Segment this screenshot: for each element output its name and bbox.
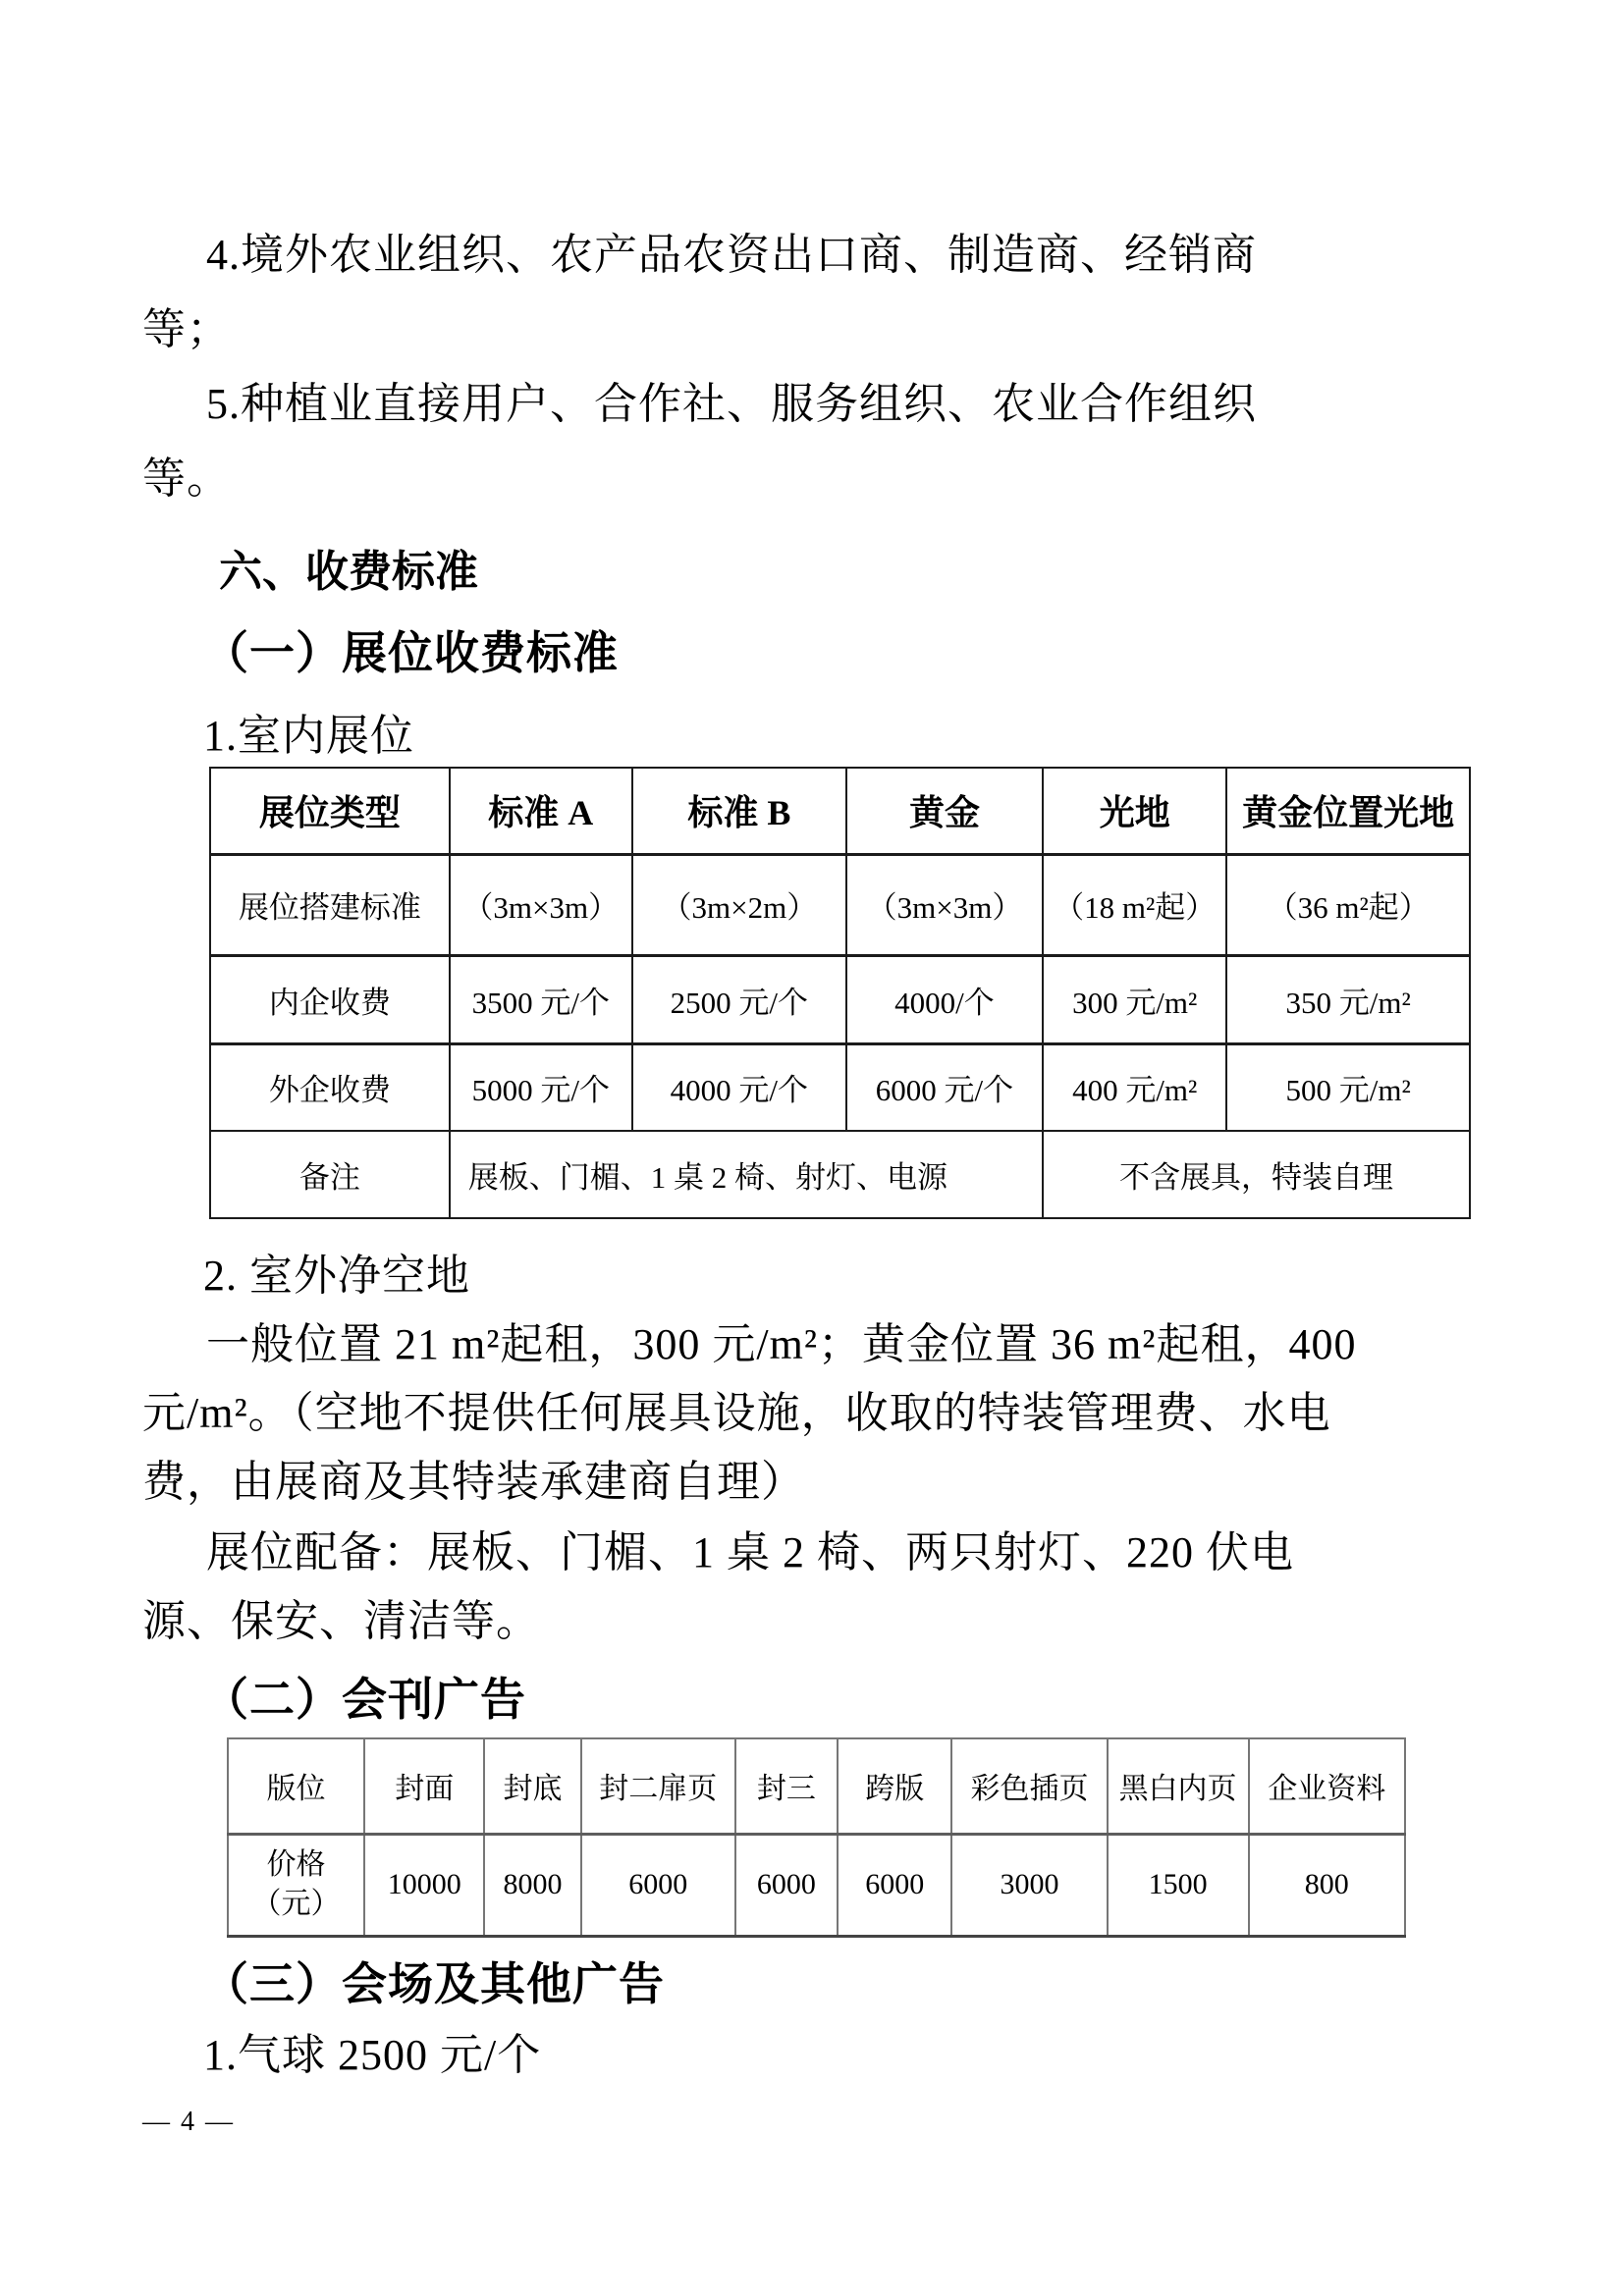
table-header-cell: 版位 [228,1738,364,1834]
journal-ad-table [227,1737,1406,1938]
paragraph-equipment-line1: 展位配备：展板、门楣、1 桌 2 椅、两只射灯、220 伏电 [206,1528,1294,1576]
table-cell: （36 m²起） [1226,854,1470,955]
paragraph-outdoor-line2: 元/m²。（空地不提供任何展具设施，收取的特装管理费、水电 [142,1389,1331,1437]
table-cell-note-included: 展板、门楣、1 桌 2 椅、射灯、电源 [450,1131,1043,1218]
row-label: 备注 [210,1131,450,1218]
table-cell: 3500 元/个 [450,955,632,1043]
table-cell: 10000 [364,1834,484,1936]
paragraph-equipment-line2: 源、保安、清洁等。 [142,1597,540,1645]
table-cell: （18 m²起） [1043,854,1226,955]
subheading-indoor-booth: 1.室内展位 [203,712,414,760]
paragraph-item4-line2: 等； [142,305,231,353]
table-header-cell: 封二扉页 [581,1738,735,1834]
paragraph-item5-line1: 5.种植业直接用户、合作社、服务组织、农业合作组织 [206,380,1257,428]
paragraph-item5-line2: 等。 [142,454,231,503]
table-cell: 5000 元/个 [450,1043,632,1131]
table-row [210,854,1470,955]
table-cell: 3000 [951,1834,1107,1936]
table-price-row [228,1834,1405,1936]
paragraph-outdoor-line3: 费，由展商及其特装承建商自理） [142,1458,805,1506]
price-label-line1: 价格 [266,1848,326,1881]
table-cell: 8000 [484,1834,580,1936]
table-cell: 300 元/m² [1043,955,1226,1043]
section-heading-fee-standards: 六、收费标准 [219,548,478,596]
booth-fee-table [209,767,1471,1219]
table-header-cell: 黄金位置光地 [1226,768,1470,854]
table-cell: 350 元/m² [1226,955,1470,1043]
table-header-cell: 企业资料 [1249,1738,1406,1834]
table-header-cell: 封底 [484,1738,580,1834]
price-label-line2: （元） [251,1888,341,1920]
table-cell: （3m×3m） [450,854,632,955]
table-cell: 6000 [581,1834,735,1936]
table-cell: 500 元/m² [1226,1043,1470,1131]
subsection-heading-booth-fees: （一）展位收费标准 [203,628,619,678]
row-label: 外企收费 [210,1043,450,1131]
row-label: 展位搭建标准 [210,854,450,955]
table-cell: 4000 元/个 [632,1043,846,1131]
table-header-cell: 标准 B [632,768,846,854]
table-header-cell: 黑白内页 [1108,1738,1249,1834]
table-header-cell: 展位类型 [210,768,450,854]
table-header-cell: 封三 [735,1738,838,1834]
row-label [228,1834,364,1936]
table-cell: 800 [1249,1834,1406,1936]
balloon-price-line: 1.气球 2500 元/个 [203,2031,542,2079]
table-cell: 6000 [838,1834,951,1936]
paragraph-outdoor-line1: 一般位置 21 m²起租，300 元/m²；黄金位置 36 m²起租，400 [206,1320,1357,1368]
table-header-cell: 跨版 [838,1738,951,1834]
subsection-heading-venue-ads: （三）会场及其他广告 [203,1959,665,2009]
row-label: 内企收费 [210,955,450,1043]
table-header-cell: 封面 [364,1738,484,1834]
table-row [210,1043,1470,1131]
subheading-outdoor-space: 2. 室外净空地 [203,1252,470,1300]
paragraph-item4-line1: 4.境外农业组织、农产品农资出口商、制造商、经销商 [206,231,1257,279]
table-cell: 1500 [1108,1834,1249,1936]
table-cell: 6000 元/个 [846,1043,1043,1131]
table-header-row [210,768,1470,854]
table-cell: （3m×2m） [632,854,846,955]
table-header-cell: 光地 [1043,768,1226,854]
table-cell: （3m×3m） [846,854,1043,955]
subsection-heading-journal-ads: （二）会刊广告 [203,1675,526,1725]
table-cell: 6000 [735,1834,838,1936]
page-number: — 4 — [142,2107,235,2137]
table-header-row [228,1738,1405,1834]
table-cell: 400 元/m² [1043,1043,1226,1131]
table-header-cell: 彩色插页 [951,1738,1107,1834]
table-row [210,955,1470,1043]
table-note-row [210,1131,1470,1218]
table-header-cell: 黄金 [846,768,1043,854]
table-cell: 4000/个 [846,955,1043,1043]
table-header-cell: 标准 A [450,768,632,854]
table-cell-note-excluded: 不含展具，特装自理 [1043,1131,1470,1218]
table-cell: 2500 元/个 [632,955,846,1043]
